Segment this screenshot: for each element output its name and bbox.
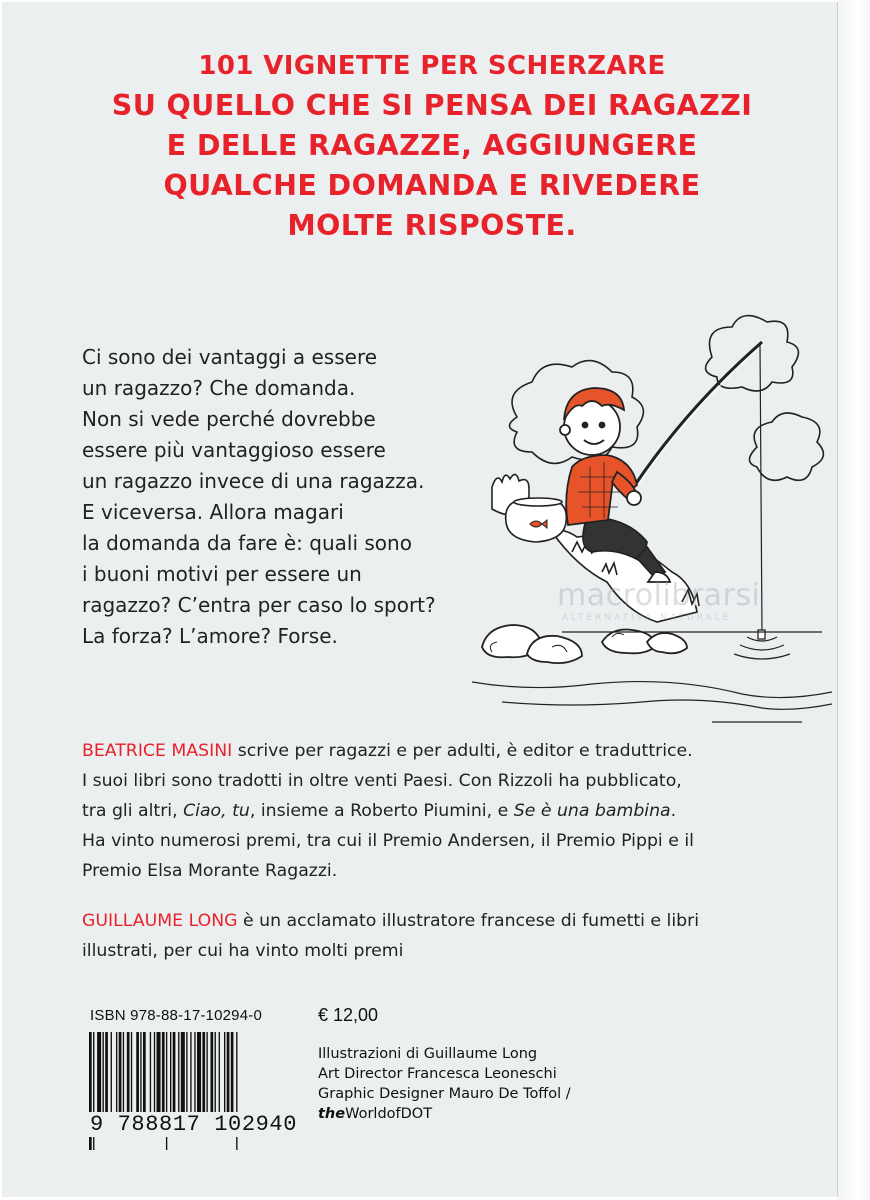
bio-text: è un acclamato illustratore francese di fumetti e libri xyxy=(237,911,700,931)
bio-text: scrive per ragazzi e per adulti, è editor e traduttrice. xyxy=(232,741,693,761)
cover-page xyxy=(2,2,838,1197)
watermark: macrolibrarsi xyxy=(557,578,761,613)
bio-line: illustrati, per cui ha vinto molti premi xyxy=(82,941,404,961)
bio-text: , insieme a Roberto Piumini, e xyxy=(249,801,514,821)
bio-text: tra gli altri, xyxy=(82,801,184,821)
barcode-digits: 9 788817 102940 xyxy=(90,1112,298,1137)
intro-line: i buoni motivi per essere un xyxy=(82,562,362,586)
isbn-number: ISBN 978-88-17-10294-0 xyxy=(90,1007,263,1024)
studio-name: WorldofDOT xyxy=(345,1106,433,1122)
intro-paragraph xyxy=(82,342,502,652)
author-name: BEATRICE MASINI xyxy=(82,741,233,761)
clouds-icon xyxy=(510,316,824,481)
illustrator-bio xyxy=(82,906,782,966)
bio-line xyxy=(82,906,782,936)
bio-line: I suoi libri sono tradotti in oltre venti Paesi. Con Rizzoli ha pubblicato, xyxy=(82,771,682,791)
intro-line: un ragazzo? Che domanda. xyxy=(82,376,356,400)
intro-line: E viceversa. Allora magari xyxy=(82,500,344,524)
author-bio xyxy=(82,736,782,886)
headline-line-2: SU QUELLO CHE SI PENSA DEI RAGAZZI xyxy=(111,89,753,122)
goldfish-bowl-icon xyxy=(506,498,567,542)
bio-line xyxy=(82,736,782,766)
rocks-icon xyxy=(482,625,687,663)
headline-line-4: QUALCHE DOMANDA E RIVEDERE xyxy=(163,169,701,202)
intro-line: un ragazzo invece di una ragazza. xyxy=(82,469,425,493)
credit-line: Illustrazioni di Guillaume Long xyxy=(318,1046,538,1062)
headline-line-5: MOLTE RISPOSTE. xyxy=(287,209,577,242)
intro-line: La forza? L’amore? Forse. xyxy=(82,624,338,648)
bio-line: Ha vinto numerosi premi, tra cui il Premio Andersen, il Premio Pippi e il xyxy=(82,831,694,851)
studio-prefix: the xyxy=(318,1106,346,1122)
intro-line: essere più vantaggioso essere xyxy=(82,438,386,462)
price: € 12,00 xyxy=(318,1005,379,1025)
headline xyxy=(62,46,802,246)
book-title: Se è una bambina xyxy=(513,801,671,821)
page-edge xyxy=(838,0,870,1200)
intro-line: ragazzo? C’entra per caso lo sport? xyxy=(82,593,436,617)
intro-line: la domanda da fare è: quali sono xyxy=(82,531,412,555)
credit-line xyxy=(318,1104,658,1124)
fishing-boy-illustration xyxy=(472,302,832,727)
watermark-subtitle: ALTERNATIVA NATURALE xyxy=(562,613,732,623)
credit-line: Graphic Designer Mauro De Toffol / xyxy=(318,1086,571,1102)
credit-line: Art Director Francesca Leoneschi xyxy=(318,1066,557,1082)
book-title: Ciao, tu xyxy=(183,801,250,821)
headline-line-1: 101 VIGNETTE PER SCHERZARE xyxy=(198,51,666,81)
intro-line: Ci sono dei vantaggi a essere xyxy=(82,345,378,369)
intro-line: Non si vede perché dovrebbe xyxy=(82,407,376,431)
bio-line: Premio Elsa Morante Ragazzi. xyxy=(82,861,338,881)
bio-line xyxy=(82,796,782,826)
headline-line-3: E DELLE RAGAZZE, AGGIUNGERE xyxy=(166,129,698,162)
illustrator-name: GUILLAUME LONG xyxy=(82,911,238,931)
bio-text: . xyxy=(670,801,677,821)
credits xyxy=(318,1044,658,1124)
